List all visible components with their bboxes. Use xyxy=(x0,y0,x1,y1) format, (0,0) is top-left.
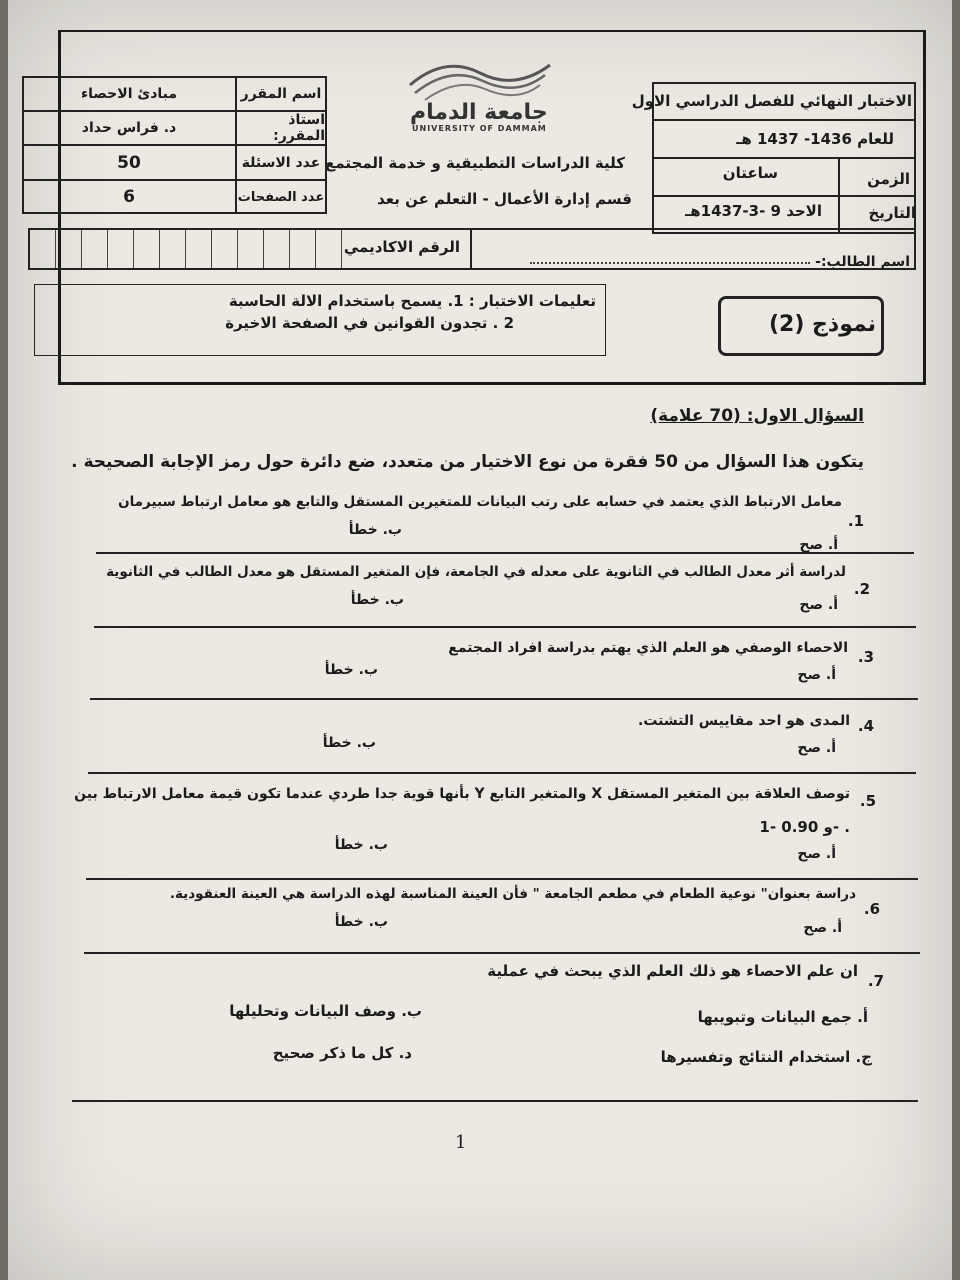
department-name: قسم إدارة الأعمال - التعلم عن بعد xyxy=(377,190,632,208)
question-text-cont: 1- و 0.90- . xyxy=(759,818,850,836)
question-number: 3. xyxy=(857,648,874,666)
instructor-label: استاذ المقرر: xyxy=(273,112,325,144)
option-a[interactable]: أ. جمع البيانات وتبويبها xyxy=(697,1008,868,1026)
option-a[interactable]: أ. صح xyxy=(797,740,836,756)
question-text: المدى هو احد مقاييس التشتت. xyxy=(638,713,850,729)
question-text: لدراسة أثر معدل الطالب في الثانوية على معدله في الجامعة، فإن المتغير المستقل هو معدل الطالب في الثانوية xyxy=(106,564,846,580)
question-count-value: 50 xyxy=(117,152,141,173)
option-b[interactable]: ب. خطأ xyxy=(348,522,402,538)
exam-title: الاختبار النهائي للفصل الدراسي الاول xyxy=(631,92,912,110)
time-label: الزمن xyxy=(867,170,910,188)
university-name-ar: جامعة الدمام xyxy=(410,100,548,125)
divider xyxy=(94,626,916,628)
date-value: الاحد 9 -3-1437هـ xyxy=(685,202,822,220)
instructor-value: د. فراس حداد xyxy=(81,120,177,136)
question-text: ان علم الاحصاء هو ذلك العلم الذي يبحث في عملية xyxy=(487,962,858,980)
instructions-line-2: 2 . تجدون القوانين في الصفحة الاخيرة xyxy=(225,314,514,332)
question-number: 6. xyxy=(863,900,880,918)
option-b[interactable]: ب. خطأ xyxy=(324,662,378,678)
divider xyxy=(88,772,916,774)
question-number: 5. xyxy=(859,792,876,810)
date-label: التاريخ xyxy=(868,204,916,222)
option-b[interactable]: ب. خطأ xyxy=(350,592,404,608)
academic-number-label: الرقم الاكاديمي xyxy=(343,238,460,256)
course-name-value: مبادئ الاحصاء xyxy=(80,86,178,102)
question-count-label: عدد الاسئلة xyxy=(241,154,321,171)
option-c[interactable]: ج. استخدام النتائج وتفسيرها xyxy=(660,1048,872,1066)
academic-number-field[interactable] xyxy=(30,230,342,268)
page-number: 1 xyxy=(455,1132,467,1153)
option-d[interactable]: د. كل ما ذكر صحيح xyxy=(272,1044,412,1062)
question-number: 4. xyxy=(857,717,874,735)
course-name-label: اسم المقرر xyxy=(240,86,322,102)
option-a[interactable]: أ. صح xyxy=(797,667,836,683)
university-logo-icon xyxy=(405,55,555,105)
question-text: توصف العلاقة بين المتغير المستقل X والمتغير التابع Y بأنها قوية جدا طردي عندما تكون قيمة معامل الارتباط بين xyxy=(74,786,850,802)
option-a[interactable]: أ. صح xyxy=(799,597,838,613)
page-count-value: 6 xyxy=(123,187,135,207)
question-number: 1. xyxy=(847,512,864,530)
divider xyxy=(86,878,918,880)
instructions-line-1: تعليمات الاختبار : 1. يسمح باستخدام الالة الحاسبة xyxy=(228,292,596,310)
time-value: ساعتان xyxy=(722,164,778,182)
question-number: 7. xyxy=(867,972,884,990)
page-count-label: عدد الصفحات xyxy=(237,189,325,205)
exam-year: للعام 1436- 1437 هـ xyxy=(736,130,894,148)
divider xyxy=(72,1100,918,1102)
question-text: الاحصاء الوصفي هو العلم الذي يهتم بدراسة افراد المجتمع xyxy=(448,640,848,656)
option-b[interactable]: ب. خطأ xyxy=(334,837,388,853)
option-b[interactable]: ب. خطأ xyxy=(322,735,376,751)
question-text: معامل الارتباط الذي يعتمد في حسابه على رتب البيانات للمتغيرين المستقل والتابع هو معامل ارتباط سبيرمان xyxy=(118,494,842,510)
section-intro: يتكون هذا السؤال من 50 فقرة من نوع الاختيار من متعدد، ضع دائرة حول رمز الإجابة الصحيحة . xyxy=(71,452,864,472)
option-b[interactable]: ب. خطأ xyxy=(334,914,388,930)
divider xyxy=(90,698,918,700)
college-name: كلية الدراسات التطبيقية و خدمة المجتمع xyxy=(325,154,625,172)
student-name-label: اسم الطالب:- xyxy=(815,254,910,270)
option-a[interactable]: أ. صح xyxy=(803,920,842,936)
option-a[interactable]: أ. صح xyxy=(799,537,838,553)
university-name-en: UNIVERSITY OF DAMMAM xyxy=(412,124,547,133)
option-b[interactable]: ب. وصف البيانات وتحليلها xyxy=(229,1002,422,1020)
option-a[interactable]: أ. صح xyxy=(797,846,836,862)
question-text: دراسة بعنوان" نوعية الطعام في مطعم الجامعة " فأن العينة المناسبة لهذه الدراسة هي العينة العنقودية. xyxy=(169,886,856,902)
question-number: 2. xyxy=(853,580,870,598)
model-label: نموذج (2) xyxy=(768,312,876,337)
divider xyxy=(96,552,914,554)
section-title: السؤال الاول: (70 علامة) xyxy=(650,406,864,426)
divider xyxy=(84,952,920,954)
student-name-field[interactable] xyxy=(530,262,810,264)
